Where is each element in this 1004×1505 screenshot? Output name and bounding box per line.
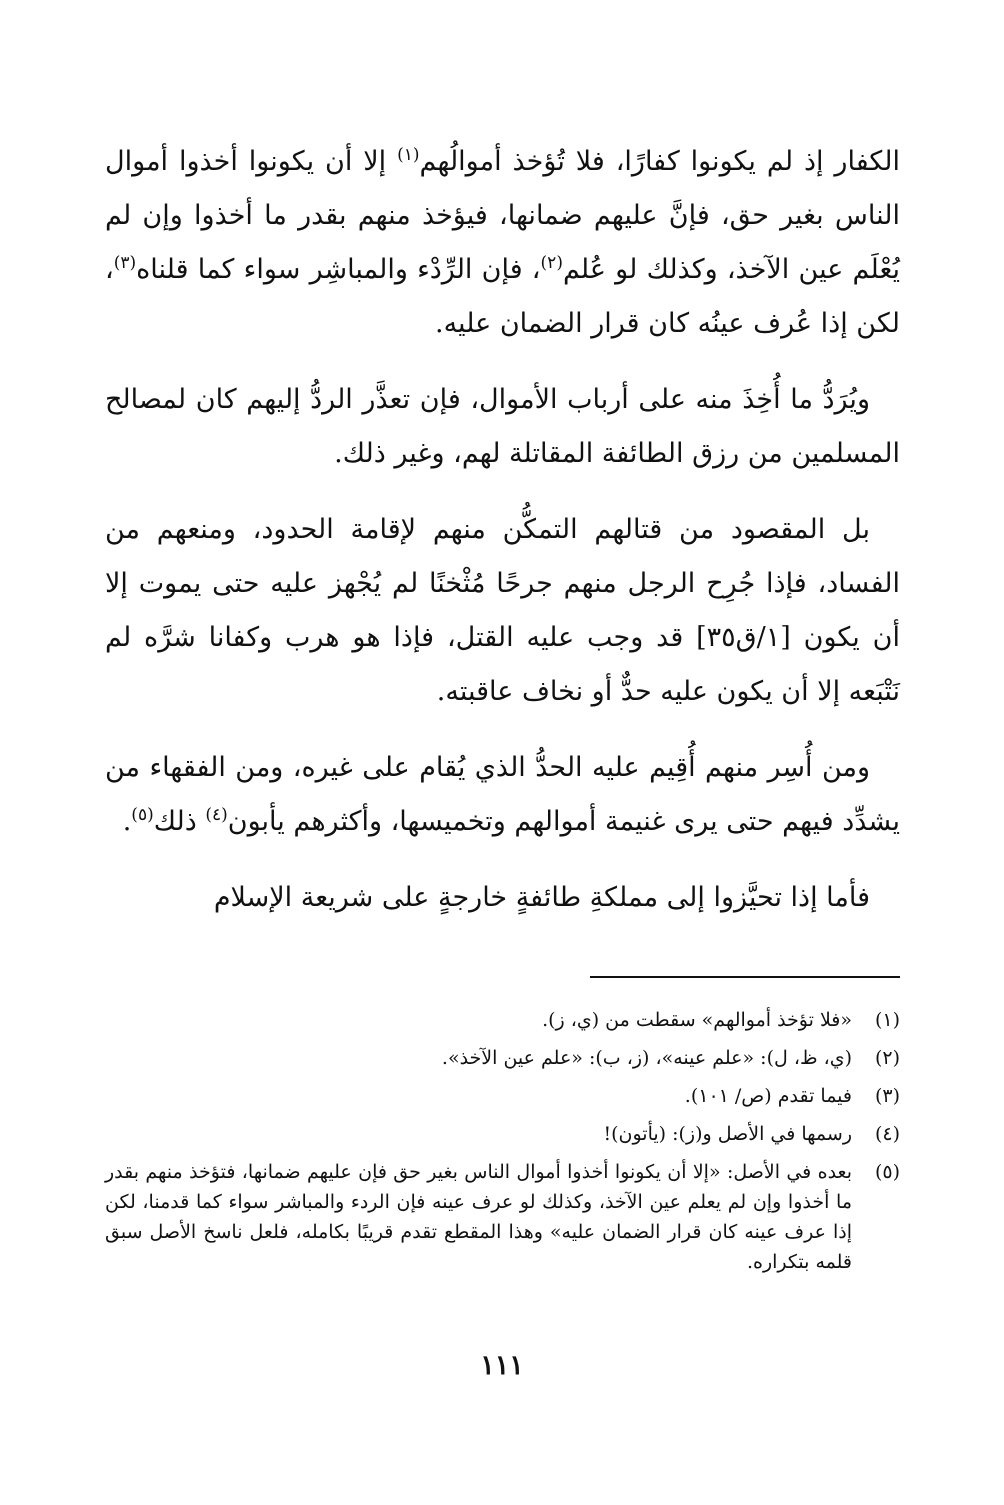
paragraph-3 (105, 503, 900, 719)
paragraph-2 (105, 373, 900, 481)
text-run: ، لكن إذا عُرف عينُه كان قرار الضمان عليه. (105, 254, 900, 339)
footnote-number: (١) (874, 1009, 900, 1031)
footnote-reference: (٤) (205, 805, 228, 825)
text-run: إلا أن يكونوا أخذوا أموال الناس بغير حق، فإنَّ عليهم ضمانها، فيؤخذ منهم بقدر ما أخذوا وإن لم يُعْلَم عين الآخذ، وكذلك لو عُلم (105, 146, 900, 285)
text-run: الكفار إذ لم يكونوا كفارًا، فلا تُؤخذ أموالُهم (419, 146, 900, 177)
text-run: ، فإن الرِّدْء والمباشِر سواء كما قلناه (136, 254, 541, 285)
footnote-text: رسمها في الأصل و(ز): (يأتون)! (603, 1123, 852, 1145)
footnote-item (105, 1081, 900, 1111)
page-number: ١١١ (480, 1350, 524, 1381)
footnote-number: (٢) (874, 1047, 900, 1069)
footnote-text: بعده في الأصل: «إلا أن يكونوا أخذوا أموال الناس بغير حق فإن عليهم ضمانها، فتؤخذ منهم بقدر ما أخذوا وإن لم يعلم عين الآخذ، وكذلك لو عرف عينه فإن الردء والمباشر سواء كما قدمنا، لكن إذا عرف عينه كان قرار الضمان عليه» وهذا المقطع تقدم قريبًا بكامله، فلعل ناسخ الأصل سبق قلمه بتكراره. (105, 1161, 852, 1273)
paragraph-1 (105, 135, 900, 351)
text-run: ويُرَدُّ ما أُخِذَ منه على أرباب الأموال، فإن تعذَّر الردُّ إليهم كان لمصالح المسلمين من رزق الطائفة المقاتلة لهم، وغير ذلك. (105, 384, 900, 469)
main-text (105, 135, 900, 947)
footnote-text: فيما تقدم (ص/ ١٠١). (684, 1085, 852, 1107)
paragraph-5 (105, 871, 900, 925)
footnote-item (105, 1157, 900, 1277)
footnotes (105, 1005, 900, 1285)
footnote-item (105, 1005, 900, 1035)
footnote-text: (ي، ظ، ل): «علم عينه»، (ز، ب): «علم عين الآخذ». (441, 1047, 852, 1069)
text-run: . (122, 806, 132, 837)
text-run: بل المقصود من قتالهم التمكُّن منهم لإقامة الحدود، ومنعهم من الفساد، فإذا جُرِح الرجل منهم جرحًا مُثْخنًا لم يُجْهز عليه حتى يموت إلا أن يكون [١/ق٣٥] قد وجب عليه القتل، فإذا هو هرب وكفانا شرَّه لم نَتْبَعه إلا أن يكون عليه حدٌّ أو نخاف عاقبته. (105, 514, 901, 707)
footnote-number: (٥) (874, 1161, 900, 1183)
footnote-number: (٤) (874, 1123, 900, 1145)
footnote-number: (٣) (874, 1085, 900, 1107)
footnote-separator (590, 976, 900, 978)
footnote-reference: (١) (397, 145, 420, 165)
footnote-reference: (٣) (113, 253, 137, 273)
text-run: ذلك (153, 806, 206, 837)
footnote-reference: (٥) (131, 805, 154, 825)
text-run: ومن أُسِر منهم أُقِيم عليه الحدُّ الذي يُقام على غيره، ومن الفقهاء من يشدِّد فيهم حتى يرى غنيمة أموالهم وتخميسها، وأكثرهم يأبون (105, 752, 900, 837)
footnote-item (105, 1043, 900, 1073)
footnote-reference: (٢) (540, 253, 563, 273)
text-run: فأما إذا تحيَّزوا إلى مملكةِ طائفةٍ خارجةٍ على شريعة الإسلام (213, 882, 870, 913)
paragraph-4 (105, 741, 900, 849)
footnote-text: «فلا تؤخذ أموالهم» سقطت من (ي، ز). (542, 1009, 852, 1031)
footnote-item (105, 1119, 900, 1149)
